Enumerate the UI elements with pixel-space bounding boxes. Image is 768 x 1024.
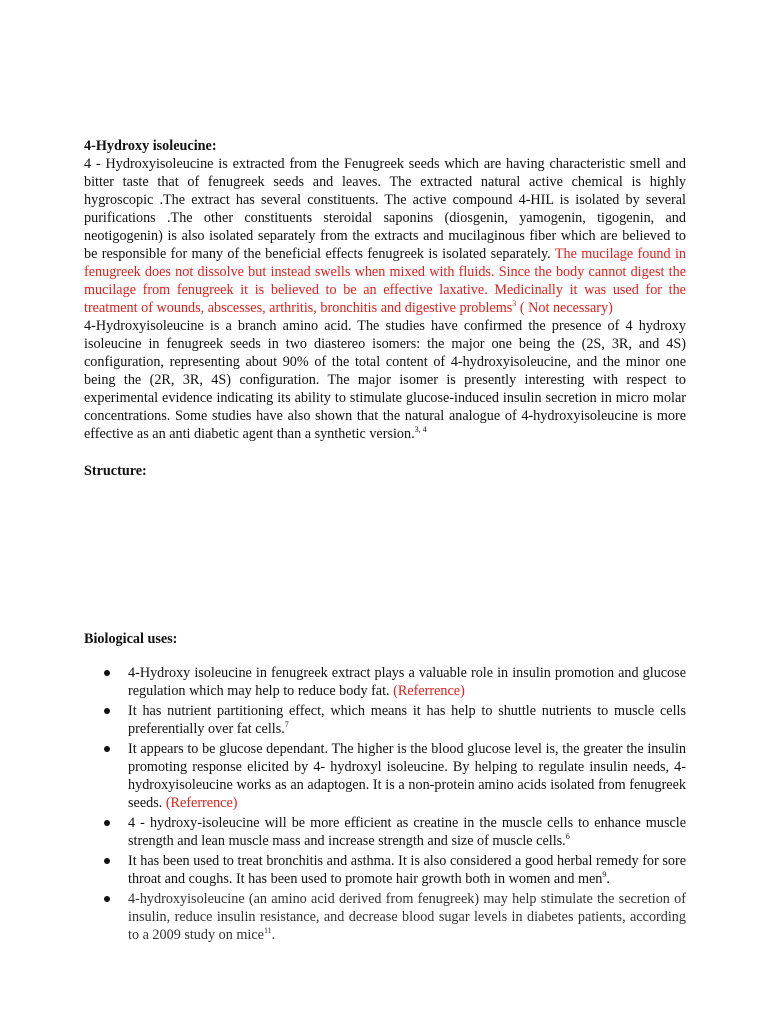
second-paragraph-citation: 3, 4 <box>414 425 427 434</box>
bullet-icon <box>104 820 110 826</box>
list-item <box>84 702 686 738</box>
citation: 9 <box>602 870 607 879</box>
intro-paragraph <box>84 155 686 317</box>
citation: 6 <box>565 832 570 841</box>
intro-text: 4 - Hydroxyisoleucine is extracted from the Fenugreek seeds which are having characteristic smell and bitter taste that of fenugreek seeds and leaves. The extracted natural active chemical is highly hygroscopic .The extract has several constituents. The active compound 4-HIL is isolated by several purifications .The other constituents steroidal saponins (diosgenin, yamogenin, tigogenin, and neotigogenin) is also isolated separately from the extracts and mucilaginous fiber which are believed to be responsible for many of the beneficial effects fenugreek is isolated separately. <box>84 156 686 262</box>
bullet-icon <box>104 708 110 714</box>
list-item-text: It has nutrient partitioning effect, which means it has help to shuttle nutrients to muscle cells preferentially over fat cells. <box>128 703 686 737</box>
list-item <box>84 740 686 812</box>
list-item-text: 4 - hydroxy-isoleucine will be more efficient as creatine in the muscle cells to enhance muscle strength and lean muscle mass and increase strength and size of muscle cells. <box>128 815 686 849</box>
biological-uses-list <box>84 664 686 944</box>
list-item-text: It has been used to treat bronchitis and asthma. It is also considered a good herbal remedy for sore throat and coughs. It has been used to promote hair growth both in women and men <box>128 853 686 887</box>
structure-figure-area <box>84 480 686 630</box>
bullet-icon <box>104 858 110 864</box>
structure-heading: Structure: <box>84 463 147 479</box>
bullet-icon <box>104 896 110 902</box>
section-heading: 4-Hydroxy isoleucine: <box>84 138 217 154</box>
reference-note: (Referrence) <box>393 683 465 699</box>
intro-red-text: The mucilage found in fenugreek does not dissolve but instead swells when mixed with fluids. Since the body cannot digest the mucilage from fenugreek it is believed to be an effective laxative. Medicinally it was used for the treatment of wounds, abscesses, arthritis, bronchitis and digestive problems <box>84 246 686 316</box>
bullet-icon <box>104 746 110 752</box>
intro-red-citation: 3 <box>512 299 517 308</box>
list-item-text: 4-hydroxyisoleucine (an amino acid derived from fenugreek) may help stimulate the secretion of insulin, reduce insulin resistance, and decrease blood sugar levels in diabetes patients, according to a 2009 study on mice <box>128 891 686 943</box>
list-item-text: 4-Hydroxy isoleucine in fenugreek extract plays a valuable role in insulin promotion and glucose regulation which may help to reduce body fat. <box>128 665 686 699</box>
citation: 11 <box>263 926 272 935</box>
second-paragraph-text: 4-Hydroxyisoleucine is a branch amino acid. The studies have confirmed the presence of 4 hydroxy isoleucine in fenugreek seeds in two diastereo isomers: the major one being the (2S, 3R, and 4S) configuration, representing about 90% of the total content of 4-hydroxyisoleucine, and the minor one being the (2R, 3R, 4S) configuration. The major isomer is presently interesting with respect to experimental evidence indicating its ability to stimulate glucose-induced insulin secretion in micro molar concentrations. Some studies have also shown that the natural analogue of 4-hydroxyisoleucine is more effective as an anti diabetic agent than a synthetic version. <box>84 318 686 442</box>
list-item-text: It appears to be glucose dependant. The higher is the blood glucose level is, the greater the insulin promoting response elicited by 4- hydroxyl isoleucine. By helping to regulate insulin needs, 4-hydroxyisoleucine works as an adaptogen. It is a non-protein amino acids isolated from fenugreek seeds. <box>128 741 686 811</box>
bullet-icon <box>104 670 110 676</box>
list-item <box>84 814 686 850</box>
document-body <box>84 137 686 946</box>
intro-red-note: ( Not necessary) <box>516 300 613 316</box>
list-item-tail: . <box>606 871 610 887</box>
biological-uses-heading: Biological uses: <box>84 631 178 647</box>
citation: 7 <box>284 720 289 729</box>
list-item <box>84 852 686 888</box>
list-item <box>84 890 686 944</box>
list-item <box>84 664 686 700</box>
reference-note: (Referrence) <box>165 795 238 811</box>
second-paragraph <box>84 317 686 443</box>
list-item-tail: . <box>271 927 276 943</box>
